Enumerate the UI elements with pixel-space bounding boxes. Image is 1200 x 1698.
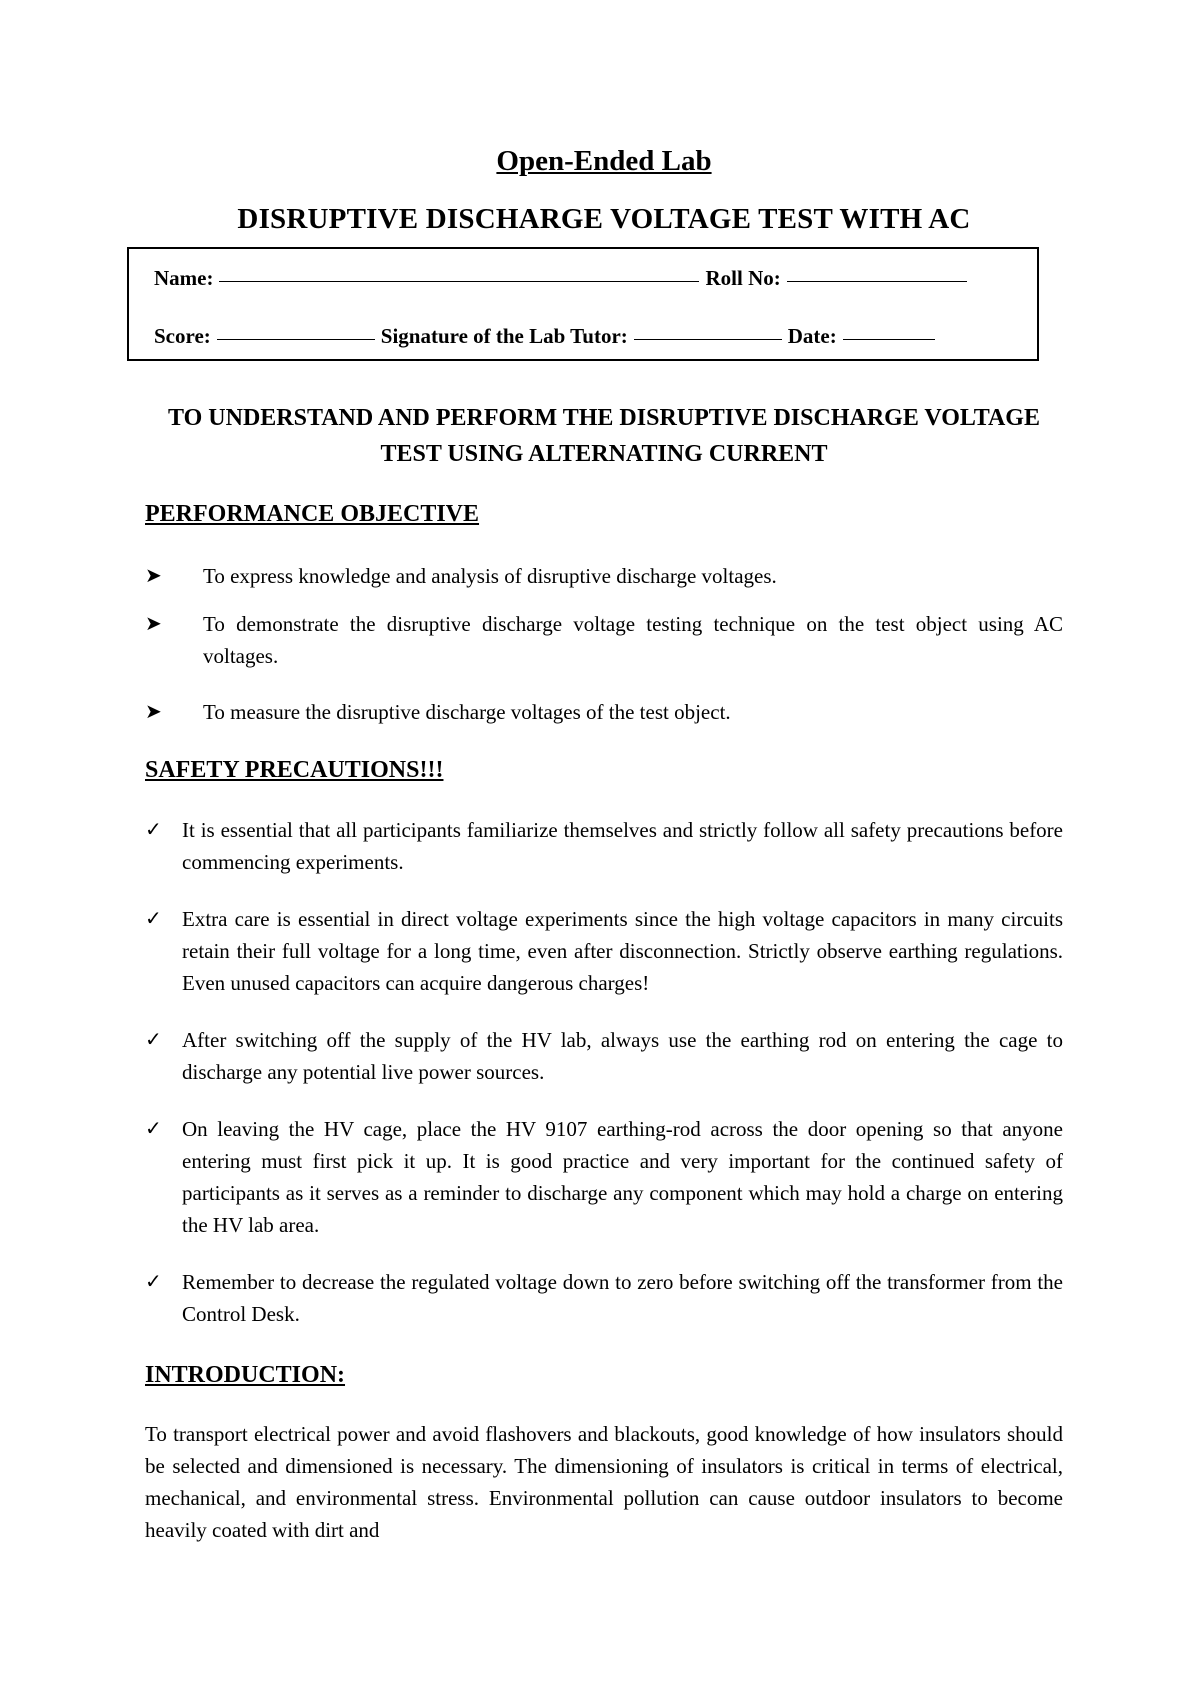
arrowhead-bullet-icon: ➤ [145,613,162,635]
info-row-name [154,266,997,291]
performance-objective-heading: PERFORMANCE OBJECTIVE [145,501,480,527]
score-field-line[interactable] [217,339,375,340]
student-info-box [127,247,1039,361]
arrowhead-bullet-icon: ➤ [145,565,162,587]
page-subtitle: DISRUPTIVE DISCHARGE VOLTAGE TEST WITH AC [237,203,971,235]
objective-item: ➤ To express knowledge and analysis of disruptive discharge voltages. [145,560,1063,592]
name-field-line[interactable] [219,281,699,282]
info-row-score [154,324,997,349]
safety-precautions-heading: SAFETY PRECAUTIONS!!! [145,757,444,783]
checkmark-icon: ✓ [145,1118,162,1140]
introduction-heading: INTRODUCTION: [145,1362,346,1388]
page-title: Open-Ended Lab [496,145,712,177]
objective-item: ➤ To demonstrate the disruptive discharge voltage testing technique on the test object using AC voltages. [145,608,1063,672]
roll-no-field-line[interactable] [787,281,967,282]
date-field-line[interactable] [843,339,935,340]
aim-heading: TO UNDERSTAND AND PERFORM THE DISRUPTIVE DISCHARGE VOLTAGE TEST USING ALTERNATING CURRENT [168,405,1040,467]
safety-item: ✓ After switching off the supply of the HV lab, always use the earthing rod on entering the cage to discharge any potential live power sources. [145,1024,1063,1088]
checkmark-icon: ✓ [145,908,162,930]
checkmark-icon: ✓ [145,1029,162,1051]
roll-no-label: Roll No: [705,266,781,290]
introduction-paragraph: To transport electrical power and avoid flashovers and blackouts, good knowledge of how insulators should be selected and dimensioned is necessary. The dimensioning of insulators is critical in terms of electrical, mechanical, and environmental stress. Environmental pollution can cause outdoor insulators to become heavily coated with dirt and [145,1422,1063,1542]
safety-item: ✓ Remember to decrease the regulated voltage down to zero before switching off the transformer from the Control Desk. [145,1266,1063,1330]
name-label: Name: [154,266,214,290]
checkmark-icon: ✓ [145,1271,162,1293]
signature-label: Signature of the Lab Tutor: [380,324,628,348]
score-label: Score: [154,324,211,348]
safety-item: ✓ On leaving the HV cage, place the HV 9107 earthing-rod across the door opening so that anyone entering must first pick it up. It is good practice and very important for the continued safety of participants as it serves as a reminder to discharge any component which may hold a charge on entering the HV lab area. [145,1113,1063,1241]
checkmark-icon: ✓ [145,819,162,841]
date-label: Date: [787,324,837,348]
safety-item: ✓ It is essential that all participants familiarize themselves and strictly follow all safety precautions before commencing experiments. [145,814,1063,878]
arrowhead-bullet-icon: ➤ [145,701,162,723]
signature-field-line[interactable] [634,339,782,340]
safety-item: ✓ Extra care is essential in direct voltage experiments since the high voltage capacitors in many circuits retain their full voltage for a long time, even after disconnection. Strictly observe earthing regulations. Even unused capacitors can acquire dangerous charges! [145,903,1063,999]
objective-item: ➤ To measure the disruptive discharge voltages of the test object. [145,696,1063,728]
